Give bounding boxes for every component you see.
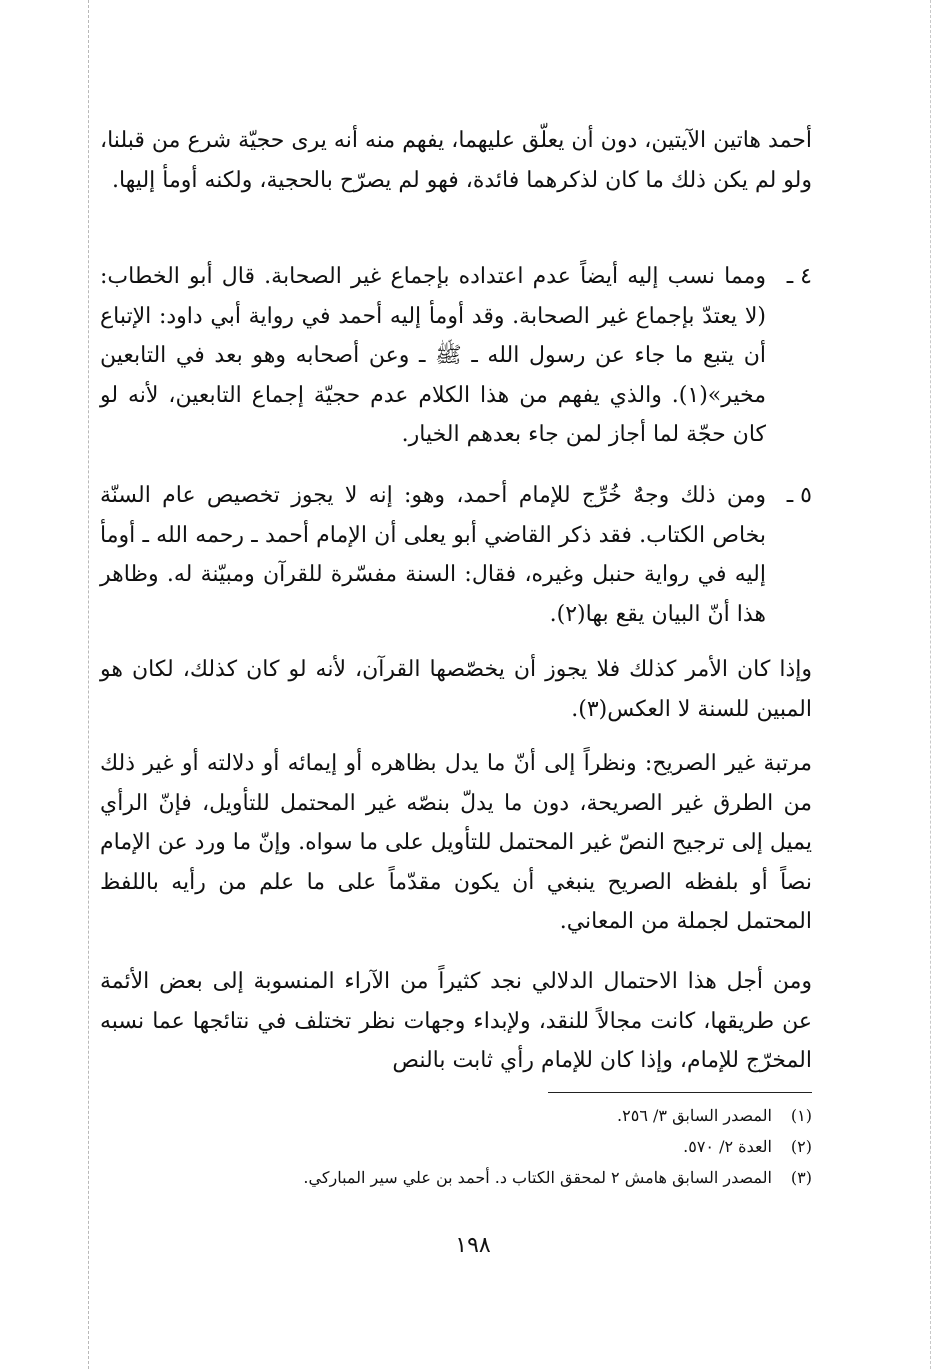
footnote-2 [160,1131,812,1162]
list-item-5-number: ٥ ـ [786,483,812,508]
scan-margin-line-left [88,0,89,1369]
list-item-4 [100,257,812,455]
footnote-3-mark: (٣) [790,1168,812,1187]
list-item-4-number: ٤ ـ [786,264,812,289]
paragraph-rank-of-non-explicit: مرتبة غير الصريح: ونظراً إلى أنّ ما يدل بظاهره أو إيمائه أو دلالته أو غير ذلك من الطرق غير الصريحة، دون ما يدلّ بنصّه غير المحتمل للتأويل، فإنّ الرأي يميل إلى ترجيح النصّ غير المحتمل للتأويل على ما سواه. وإنّ ما ورد عن الإمام نصاً أو بلفظه الصريح ينبغي أن يكون مقدّماً على ما علم من رأيه باللفظ المحتمل لجملة من المعاني. [100,751,812,934]
footnote-1-mark: (١) [790,1106,812,1125]
footnote-2-text: العدة ٢/ ٥٧٠. [683,1137,772,1156]
list-item-5-text: ومن ذلك وجهٌ خُرِّج للإمام أحمد، وهو: إنه لا يجوز تخصيص عام السنّة بخاص الكتاب. فقد ذكر القاضي أبو يعلى أن الإمام أحمد ـ رحمه الله ـ أومأ إليه في رواية حنبل وغيره، فقال: السنة مفسّرة للقرآن ومبيّنة له. وظاهر هذا أنّ البيان يقع بها(٢). [100,483,766,627]
footnote-3-text: المصدر السابق هامش ٢ لمحقق الكتاب د. أحمد بن علي سير المباركي. [303,1168,772,1187]
footnotes [160,1100,812,1193]
footnote-1 [160,1100,812,1131]
footnote-separator [548,1092,812,1093]
list-item-5 [100,476,812,634]
footnote-2-mark: (٢) [790,1137,812,1156]
scan-margin-line-right [930,0,931,1369]
page-number: ١٩٨ [455,1233,491,1258]
list-item-4-text: ومما نسب إليه أيضاً عدم اعتداده بإجماع غير الصحابة. قال أبو الخطاب: (لا يعتدّ بإجماع غير الصحابة. وقد أومأ إليه أحمد في رواية أبي داود: الإتباع أن يتبع ما جاء عن رسول الله ـ ﷺ ـ وعن أصحابه وهو بعد في التابعين مخير»(١). والذي يفهم من هذا الكلام عدم حجيّة إجماع التابعين، لأنه لو كان حجّة لما أجاز لمن جاء بعدهم الخيار. [100,264,766,447]
paragraph-intro: أحمد هاتين الآيتين، دون أن يعلّق عليهما، يفهم منه أنه يرى حجيّة شرع من قبلنا، ولو لم يكن ذلك ما كان لذكرهما فائدة، فهو لم يصرّح بالحجية، ولكنه أومأ إليها. [100,128,812,193]
footnote-1-text: المصدر السابق ٣/ ٢٥٦. [617,1106,772,1125]
paragraph-closing: ومن أجل هذا الاحتمال الدلالي نجد كثيراً من الآراء المنسوبة إلى بعض الأئمة عن طريقها، كانت مجالاً للنقد، ولإبداء وجهات نظر تختلف في نتائجها عما نسبه المخرّج للإمام، وإذا كان للإمام رأي ثابت بالنص [100,969,812,1073]
list-item-5-continuation: وإذا كان الأمر كذلك فلا يجوز أن يخصّصها القرآن، لأنه لو كان كذلك، لكان هو المبين للسنة لا العكس(٣). [100,657,812,722]
footnote-3 [160,1162,812,1193]
